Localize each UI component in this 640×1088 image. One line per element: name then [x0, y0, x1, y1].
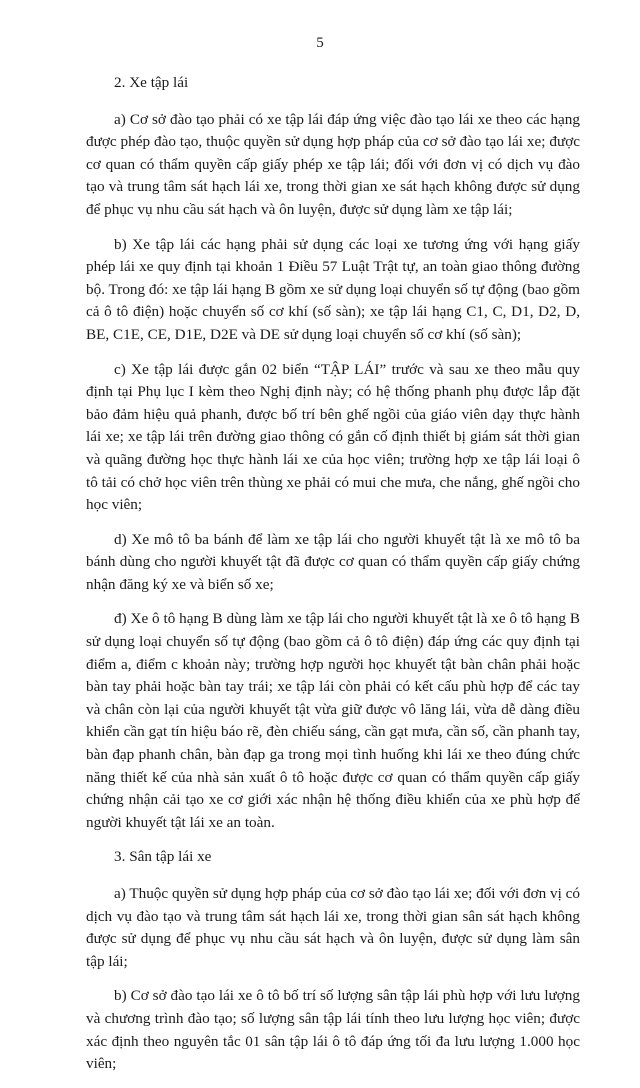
paragraph-2a: a) Cơ sở đào tạo phải có xe tập lái đáp ứng việc đào tạo lái xe theo các hạng được phép đào tạo, thuộc quyền sử dụng hợp pháp của cơ sở đào tạo lái xe; được cơ quan có thẩm quyền cấp giấy phép xe tập lái; đối với đơn vị có dịch vụ đào tạo và trung tâm sát hạch lái xe, trong thời gian xe sát hạch không được sử dụng để phục vụ nhu cầu sát hạch và ôn luyện, được sử dụng làm xe tập lái; [86, 110, 580, 218]
paragraph-2b: b) Xe tập lái các hạng phải sử dụng các loại xe tương ứng với hạng giấy phép lái xe quy định tại khoản 1 Điều 57 Luật Trật tự, an toàn giao thông đường bộ. Trong đó: xe tập lái hạng B gồm xe sử dụng loại chuyển số tự động (bao gồm cả ô tô điện) hoặc chuyển số cơ khí (số sàn); xe tập lái hạng C1, C, D1, D2, D, BE, C1E, CE, D1E, D2E và DE sử dụng loại chuyển số cơ khí (số sàn); [86, 235, 580, 343]
paragraph-3b: b) Cơ sở đào tạo lái xe ô tô bố trí số lượng sân tập lái phù hợp với lưu lượng và chương trình đào tạo; số lượng sân tập lái tính theo lưu lượng học viên; được xác định theo nguyên tắc 01 sân tập lái ô tô đáp ứng tối đa lưu lượng 1.000 học viên; [86, 987, 580, 1073]
section-heading-san-tap-lai: 3. Sân tập lái xe [114, 848, 212, 866]
paragraph-2dd: đ) Xe ô tô hạng B dùng làm xe tập lái cho người khuyết tật là xe ô tô hạng B sử dụng loại chuyển số tự động (bao gồm cả ô tô điện) đáp ứng các quy định tại điểm a, điểm c khoản này; trường hợp người học khuyết tật bàn chân phải hoặc bàn tay phải hoặc bàn tay trái; xe tập lái còn phải có kết cấu phù hợp để các tay và chân còn lại của người khuyết tật vừa giữ được vô lăng lái, vừa dễ dàng điều khiển cần gạt tín hiệu báo rẽ, đèn chiếu sáng, cần gạt mưa, cần số, cần phanh tay, bàn đạp phanh chân, bàn đạp ga trong mọi tình huống khi lái xe theo đúng chức năng thiết kế của nhà sản xuất ô tô hoặc được cơ quan có thẩm quyền cấp giấy chứng nhận cải tạo xe cơ giới xác nhận hệ thống điều khiển của xe phù hợp để người khuyết tật lái xe an toàn. [86, 610, 580, 831]
paragraph-2d: d) Xe mô tô ba bánh để làm xe tập lái cho người khuyết tật là xe mô tô ba bánh dùng cho người khuyết tật đã được cơ quan có thẩm quyền cấp giấy chứng nhận đăng ký xe và biển số xe; [86, 530, 580, 593]
page-number: 5 [316, 35, 324, 51]
paragraph-2c: c) Xe tập lái được gắn 02 biển “TẬP LÁI” trước và sau xe theo mẫu quy định tại Phụ lục I kèm theo Nghị định này; có hệ thống phanh phụ được lắp đặt bảo đảm hiệu quả phanh, được bố trí bên ghế ngồi của giáo viên dạy thực hành lái xe; xe tập lái trên đường giao thông có gắn cố định thiết bị giám sát thời gian và quãng đường học thực hành lái xe của học viên; trường hợp xe tập lái loại ô tô tải có chở học viên trên thùng xe phải có mui che mưa, che nắng, ghế ngồi cho học viên; [86, 360, 580, 514]
paragraph-3a: a) Thuộc quyền sử dụng hợp pháp của cơ sở đào tạo lái xe; đối với đơn vị có dịch vụ đào tạo và trung tâm sát hạch lái xe, trong thời gian sân sát hạch không được sử dụng để phục vụ nhu cầu sát hạch và ôn luyện, được sử dụng làm sân tập lái; [86, 885, 580, 970]
section-heading-xe-tap-lai: 2. Xe tập lái [114, 74, 189, 91]
document-body [86, 72, 580, 1088]
